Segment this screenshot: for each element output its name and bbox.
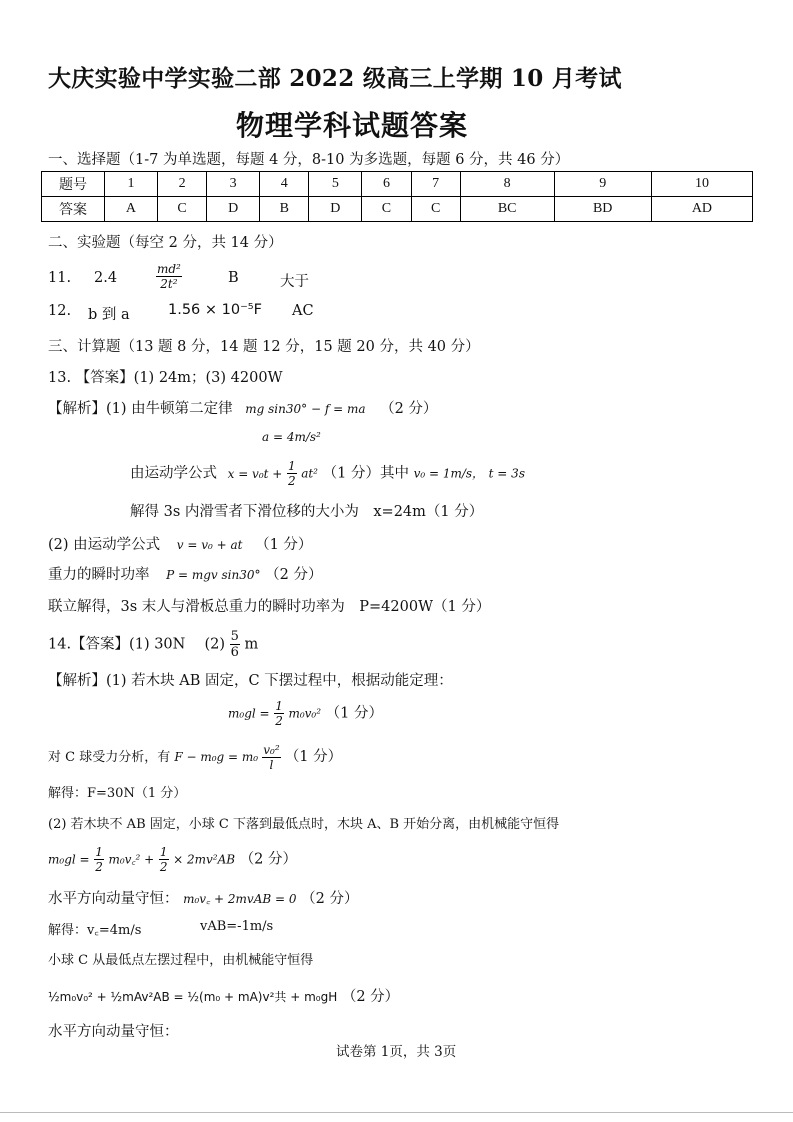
fraction — [262, 744, 280, 771]
unit: m — [244, 636, 259, 653]
q13-analysis-1 — [48, 397, 437, 418]
table-cell: D — [207, 197, 260, 222]
table-cell: AD — [651, 197, 752, 222]
points: （2 分） — [301, 891, 359, 907]
q13-analysis-7: 联立解得，3s 末人与滑板总重力的瞬时功率为 P=4200W（1 分） — [48, 599, 491, 615]
q13-text: 【解析】(1) 由牛顿第二定律 — [48, 401, 233, 417]
q14-analysis-10 — [48, 985, 399, 1006]
fraction-numerator: 5 — [230, 629, 239, 644]
fraction-numerator: 1 — [287, 459, 296, 473]
section3-heading: 三、计算题（13 题 8 分，14 题 12 分，15 题 20 分，共 40 分） — [48, 339, 480, 355]
points: （1 分） — [284, 749, 343, 765]
fraction-numerator: md² — [157, 262, 181, 276]
table-cell: 10 — [651, 172, 752, 197]
section1-heading: 一、选择题（1-7 为单选题，每题 4 分，8-10 为多选题，每题 6 分，共 46 分） — [48, 152, 570, 168]
fraction-denominator: 2 — [275, 714, 283, 728]
table-cell: D — [309, 197, 362, 222]
answer-table — [41, 171, 753, 222]
q14-analysis-4: 解得：F=30N（1 分） — [48, 786, 187, 801]
fraction-numerator: 1 — [275, 699, 283, 713]
q13-text: 由运动学公式 — [130, 465, 217, 482]
points: （2 分） — [239, 851, 298, 868]
fraction-denominator: 2 — [287, 474, 296, 488]
points: （1 分） — [325, 705, 383, 722]
q14-text: 水平方向动量守恒： — [48, 891, 179, 907]
q12-label: 12. — [48, 303, 72, 319]
equation: P = mgv sin30° — [166, 568, 261, 582]
points: （2 分） — [380, 401, 438, 417]
answer-sheet-title: 物理学科试题答案 — [236, 109, 469, 142]
q14-answer-text: 14.【答案】(1) 30N (2) — [48, 636, 225, 653]
q13-text: (2) 由运动学公式 — [48, 537, 161, 553]
fraction — [159, 846, 169, 873]
equation: ½m₀v₀² + ½mAv²AB = ½(m₀ + mA)v²共 + m₀gH — [48, 990, 338, 1004]
table-row-numbers — [42, 172, 753, 197]
q13-analysis-5 — [48, 533, 312, 554]
q13-analysis-3 — [130, 460, 525, 487]
equation: x = v₀t + — [227, 466, 283, 481]
q11-answer-3: B — [228, 270, 239, 286]
fraction-denominator: 2 — [159, 860, 168, 874]
points: （1 分） — [255, 537, 313, 553]
q11-answer-1: 2.4 — [94, 270, 118, 286]
equation: F − m₀g = m₀ — [174, 750, 259, 764]
section2-heading: 二、实验题（每空 2 分，共 14 分） — [48, 235, 283, 251]
q11-answer-4: 大于 — [280, 274, 309, 290]
table-cell: 6 — [362, 172, 411, 197]
q14-analysis-7 — [48, 887, 358, 908]
q13-analysis-4: 解得 3s 内滑雪者下滑位移的大小为 x=24m（1 分） — [130, 504, 484, 520]
table-cell: 1 — [105, 172, 158, 197]
q11-label: 11. — [48, 270, 72, 286]
row-label-number: 题号 — [42, 172, 105, 197]
page-footer: 试卷第 1页，共 3页 — [336, 1044, 457, 1060]
table-cell: 8 — [460, 172, 554, 197]
fraction — [287, 460, 297, 487]
equation: m₀gl = — [228, 706, 270, 721]
fraction-numerator: v₀² — [263, 743, 280, 757]
table-cell: A — [105, 197, 158, 222]
fraction — [94, 846, 104, 873]
table-cell: BC — [460, 197, 554, 222]
q13-analysis-6 — [48, 563, 322, 584]
q14-analysis-1: 【解析】(1) 若木块 AB 固定，C 下摆过程中，根据动能定理： — [48, 673, 453, 689]
equation: m₀v꜀ + 2mvAB = 0 — [183, 892, 297, 906]
table-cell: 4 — [260, 172, 309, 197]
table-cell: 5 — [309, 172, 362, 197]
q11-answer-2 — [156, 263, 182, 290]
q14-answer — [48, 630, 258, 659]
equation: t = 3s — [488, 466, 525, 481]
equation: × 2mv²AB — [173, 852, 236, 867]
q14-text: 对 C 球受力分析，有 — [48, 750, 171, 765]
table-cell: 2 — [157, 172, 206, 197]
q12-answer-3: AC — [292, 303, 314, 319]
table-cell: 9 — [554, 172, 651, 197]
fraction — [156, 263, 182, 290]
equation: at² — [301, 466, 318, 481]
fraction-denominator: 2 — [95, 860, 103, 874]
q14-analysis-3 — [48, 744, 342, 771]
q14-analysis-9: 小球 C 从最低点左摆过程中，由机械能守恒得 — [48, 953, 314, 968]
points: （1 分）其中 — [322, 465, 409, 482]
q14-analysis-8b: vAB=-1m/s — [200, 919, 274, 934]
table-cell: C — [362, 197, 411, 222]
table-cell: 3 — [207, 172, 260, 197]
equation: m₀v₀² — [288, 706, 322, 721]
fraction-numerator: 1 — [159, 845, 168, 859]
fraction-denominator: 6 — [230, 645, 239, 660]
q14-analysis-6 — [48, 846, 297, 873]
q14-analysis-5: (2) 若木块不 AB 固定，小球 C 下落到最低点时，木块 A、B 开始分离，由机械能守恒得 — [48, 817, 560, 832]
fraction-denominator: 2t² — [160, 277, 178, 291]
equation: m₀v꜀² + — [108, 852, 155, 867]
fraction — [230, 630, 240, 659]
table-cell: C — [157, 197, 206, 222]
exam-title: 大庆实验中学实验二部 2022 级高三上学期 10 月考试 — [48, 65, 622, 92]
table-cell: 7 — [411, 172, 460, 197]
table-cell: B — [260, 197, 309, 222]
equation-acceleration: a = 4m/s² — [262, 430, 321, 444]
fraction-denominator: l — [269, 758, 274, 772]
q14-analysis-2 — [228, 700, 383, 727]
points: （2 分） — [265, 567, 323, 583]
q14-analysis-8a: 解得：v꜀=4m/s — [48, 923, 142, 938]
equation: v = v₀ + at — [176, 538, 243, 552]
q12-answer-2: 1.56 × 10⁻⁵F — [168, 302, 262, 318]
page-divider — [0, 1112, 793, 1113]
q13-text: 重力的瞬时功率 — [48, 567, 150, 583]
fraction — [274, 700, 284, 727]
fraction-numerator: 1 — [95, 845, 103, 859]
equation: mg sin30° − f = ma — [245, 402, 366, 416]
points: （2 分） — [341, 989, 400, 1005]
row-label-answer: 答案 — [42, 197, 105, 222]
equation: m₀gl = — [48, 852, 90, 867]
table-row-answers — [42, 197, 753, 222]
q14-analysis-11: 水平方向动量守恒： — [48, 1024, 179, 1040]
q12-answer-1: b 到 a — [88, 307, 130, 323]
table-cell: C — [411, 197, 460, 222]
table-cell: BD — [554, 197, 651, 222]
equation: v₀ = 1m/s， — [413, 466, 485, 481]
q13-answer: 13. 【答案】(1) 24m；(3) 4200W — [48, 370, 283, 386]
